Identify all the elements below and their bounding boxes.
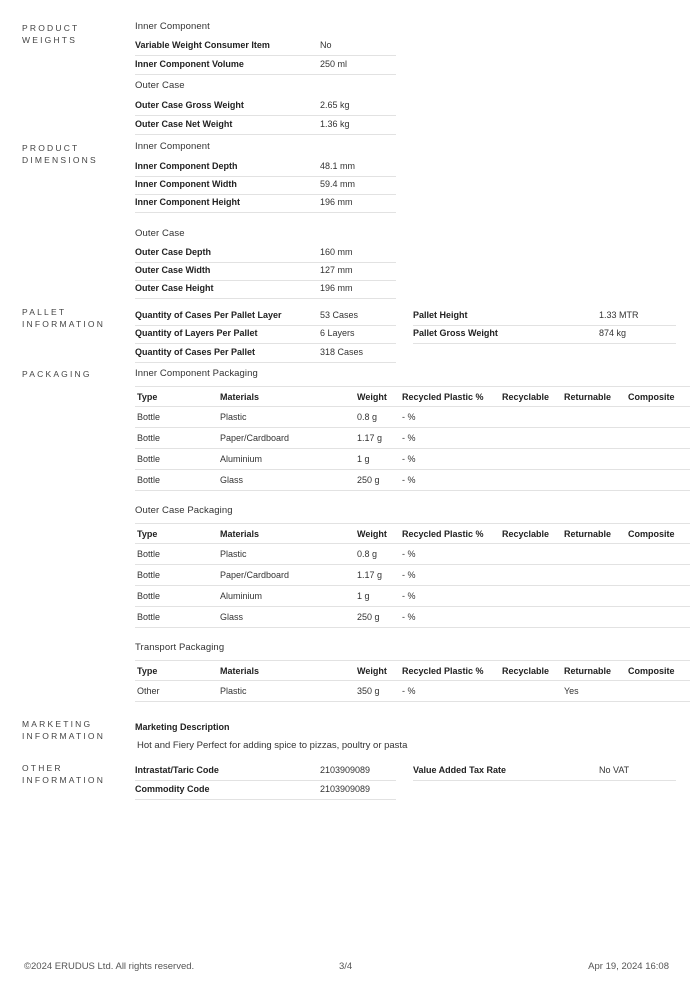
cell [562, 607, 626, 628]
kv-key: Value Added Tax Rate [413, 765, 507, 775]
marketing-description-label: Marketing Description [135, 722, 230, 732]
kv-key: Outer Case Gross Weight [135, 100, 244, 110]
section-label-product-weights: PRODUCT WEIGHTS [22, 23, 80, 45]
kv-value: No VAT [599, 765, 630, 775]
section-label-marketing-information: MARKETING INFORMATION [22, 719, 106, 741]
kv-value: 1.36 kg [320, 119, 350, 129]
cell [500, 449, 562, 470]
cell: 250 g [355, 607, 400, 628]
cell [500, 470, 562, 491]
kv-value: 2103909089 [320, 765, 371, 775]
cell [626, 428, 690, 449]
cell: Yes [562, 681, 626, 702]
cell [562, 544, 626, 565]
table-row [135, 407, 690, 428]
cell: - % [400, 586, 500, 607]
cell [500, 586, 562, 607]
cell: Aluminium [218, 586, 355, 607]
kv-key: Inner Component Height [135, 197, 240, 207]
col-header-materials: Materials [218, 524, 355, 544]
cell: - % [400, 681, 500, 702]
col-header-recycled-plastic: Recycled Plastic % [400, 524, 500, 544]
kv-key: Quantity of Layers Per Pallet [135, 328, 258, 338]
kv-key: Variable Weight Consumer Item [135, 40, 270, 50]
cell: 1.17 g [355, 565, 400, 586]
cell [500, 565, 562, 586]
cell: 250 g [355, 470, 400, 491]
col-header-recyclable: Recyclable [500, 387, 562, 407]
col-header-recyclable: Recyclable [500, 524, 562, 544]
kv-row [135, 116, 396, 135]
kv-value: 2103909089 [320, 784, 371, 794]
cell: Other [135, 681, 218, 702]
kv-row [413, 762, 676, 781]
kv-row [135, 262, 396, 281]
cell: Plastic [218, 544, 355, 565]
kv-row [135, 194, 396, 213]
kv-row [135, 307, 396, 326]
kv-key: Pallet Gross Weight [413, 328, 498, 338]
col-header-materials: Materials [218, 661, 355, 681]
section-label-packaging: PACKAGING [22, 369, 92, 379]
kv-row [135, 762, 396, 781]
table-row [135, 607, 690, 628]
kv-key: Outer Case Net Weight [135, 119, 233, 129]
col-header-type: Type [135, 524, 218, 544]
cell: Bottle [135, 449, 218, 470]
cell: - % [400, 449, 500, 470]
table-row [135, 470, 690, 491]
footer-date: Apr 19, 2024 16:08 [588, 961, 669, 972]
cell: Plastic [218, 681, 355, 702]
kv-row [135, 325, 396, 344]
dimensions-inner-title: Inner Component [135, 141, 210, 152]
weights-outer-title: Outer Case [135, 80, 185, 91]
kv-key: Commodity Code [135, 784, 210, 794]
kv-value: 48.1 mm [320, 161, 356, 171]
kv-row [135, 158, 396, 177]
kv-value: 196 mm [320, 197, 353, 207]
cell: Paper/Cardboard [218, 565, 355, 586]
table-header-row [135, 387, 690, 407]
section-label-pallet-information: PALLET INFORMATION [22, 307, 106, 329]
cell: Bottle [135, 586, 218, 607]
table-row [135, 565, 690, 586]
kv-row [135, 280, 396, 299]
table-row [135, 586, 690, 607]
kv-key: Outer Case Height [135, 283, 214, 293]
col-header-returnable: Returnable [562, 387, 626, 407]
cell: Bottle [135, 544, 218, 565]
cell: Bottle [135, 470, 218, 491]
kv-value: 874 kg [599, 328, 627, 338]
cell [626, 470, 690, 491]
kv-key: Outer Case Depth [135, 247, 212, 257]
kv-row [135, 244, 396, 263]
kv-value: 59.4 mm [320, 179, 356, 189]
col-header-composite: Composite [626, 661, 690, 681]
cell: 1 g [355, 449, 400, 470]
marketing-description-text: Hot and Fiery Perfect for adding spice to pizzas, poultry or pasta [137, 740, 408, 751]
transport-packaging-title: Transport Packaging [135, 642, 225, 653]
cell [500, 407, 562, 428]
col-header-weight: Weight [355, 524, 400, 544]
cell [500, 607, 562, 628]
cell: Bottle [135, 407, 218, 428]
cell [562, 449, 626, 470]
col-header-weight: Weight [355, 387, 400, 407]
kv-key: Inner Component Volume [135, 59, 244, 69]
kv-row [413, 325, 676, 344]
kv-key: Quantity of Cases Per Pallet Layer [135, 310, 282, 320]
col-header-type: Type [135, 387, 218, 407]
cell: - % [400, 544, 500, 565]
cell [626, 449, 690, 470]
kv-value: 250 ml [320, 59, 348, 69]
kv-key: Pallet Height [413, 310, 468, 320]
cell: Bottle [135, 565, 218, 586]
cell [562, 428, 626, 449]
col-header-composite: Composite [626, 524, 690, 544]
cell: 1 g [355, 586, 400, 607]
col-header-composite: Composite [626, 387, 690, 407]
col-header-materials: Materials [218, 387, 355, 407]
cell: 0.8 g [355, 544, 400, 565]
cell [500, 681, 562, 702]
cell: 0.8 g [355, 407, 400, 428]
cell: 1.17 g [355, 428, 400, 449]
kv-value: No [320, 40, 332, 50]
col-header-weight: Weight [355, 661, 400, 681]
kv-value: 318 Cases [320, 347, 364, 357]
col-header-recyclable: Recyclable [500, 661, 562, 681]
cell [562, 407, 626, 428]
cell: - % [400, 607, 500, 628]
kv-key: Inner Component Depth [135, 161, 238, 171]
kv-value: 6 Layers [320, 328, 355, 338]
kv-key: Inner Component Width [135, 179, 237, 189]
col-header-returnable: Returnable [562, 524, 626, 544]
footer-copyright: ©2024 ERUDUS Ltd. All rights reserved. [24, 961, 195, 972]
cell [500, 544, 562, 565]
outer-packaging-table [135, 523, 690, 628]
kv-key: Quantity of Cases Per Pallet [135, 347, 256, 357]
kv-row [135, 176, 396, 195]
cell [562, 470, 626, 491]
cell [626, 565, 690, 586]
cell: 350 g [355, 681, 400, 702]
table-row [135, 544, 690, 565]
transport-packaging-table [135, 660, 690, 702]
table-row [135, 449, 690, 470]
col-header-returnable: Returnable [562, 661, 626, 681]
cell [626, 586, 690, 607]
dimensions-outer-title: Outer Case [135, 228, 185, 239]
table-header-row [135, 661, 690, 681]
cell: - % [400, 470, 500, 491]
kv-row [135, 97, 396, 116]
col-header-recycled-plastic: Recycled Plastic % [400, 387, 500, 407]
cell: Bottle [135, 607, 218, 628]
table-row [135, 428, 690, 449]
inner-packaging-title: Inner Component Packaging [135, 368, 258, 379]
section-label-other-information: OTHER INFORMATION [22, 763, 106, 785]
kv-row [135, 781, 396, 800]
kv-key: Intrastat/Taric Code [135, 765, 219, 775]
kv-value: 1.33 MTR [599, 310, 639, 320]
inner-packaging-table [135, 386, 690, 491]
kv-value: 53 Cases [320, 310, 359, 320]
cell: Bottle [135, 428, 218, 449]
col-header-recycled-plastic: Recycled Plastic % [400, 661, 500, 681]
cell: Paper/Cardboard [218, 428, 355, 449]
cell [626, 607, 690, 628]
cell [626, 407, 690, 428]
cell: - % [400, 565, 500, 586]
outer-packaging-title: Outer Case Packaging [135, 505, 233, 516]
footer-page-number: 3/4 [339, 961, 353, 972]
cell [626, 681, 690, 702]
cell [626, 544, 690, 565]
cell [562, 586, 626, 607]
cell: - % [400, 428, 500, 449]
cell: Glass [218, 470, 355, 491]
kv-value: 160 mm [320, 247, 353, 257]
kv-value: 2.65 kg [320, 100, 350, 110]
kv-row [413, 307, 676, 326]
kv-row [135, 344, 396, 363]
kv-value: 196 mm [320, 283, 353, 293]
cell: Plastic [218, 407, 355, 428]
cell: Glass [218, 607, 355, 628]
table-header-row [135, 524, 690, 544]
kv-value: 127 mm [320, 265, 353, 275]
table-row [135, 681, 690, 702]
cell: - % [400, 407, 500, 428]
section-label-product-dimensions: PRODUCT DIMENSIONS [22, 143, 98, 165]
col-header-type: Type [135, 661, 218, 681]
cell: Aluminium [218, 449, 355, 470]
kv-key: Outer Case Width [135, 265, 211, 275]
kv-row [135, 37, 396, 56]
weights-inner-title: Inner Component [135, 21, 210, 32]
kv-row [135, 56, 396, 75]
cell [500, 428, 562, 449]
cell [562, 565, 626, 586]
